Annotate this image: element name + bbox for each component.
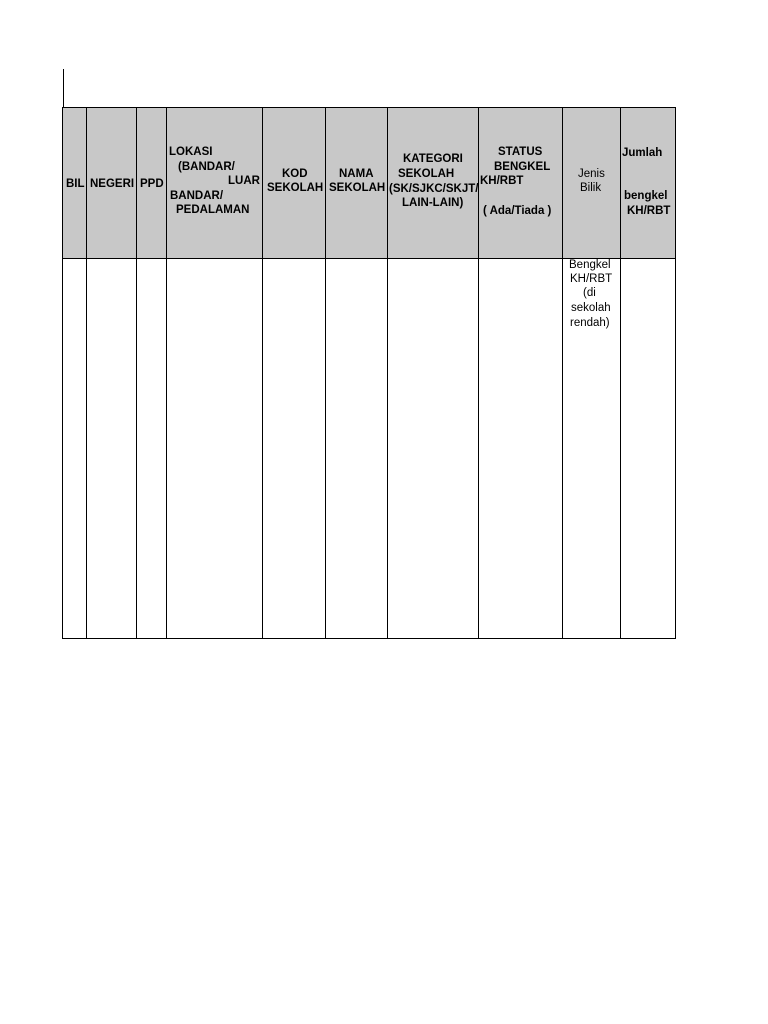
cell-jenis-bilik-line2: KH/RBT bbox=[570, 273, 613, 285]
header-status-bengkel-line2: BENGKEL bbox=[494, 161, 551, 173]
col-border-4 bbox=[262, 107, 263, 639]
table-bottom-border bbox=[62, 638, 676, 639]
table-top-border bbox=[62, 107, 676, 108]
header-lokasi-line1: LOKASI bbox=[169, 146, 213, 158]
header-ppd-label: PPD bbox=[140, 178, 164, 190]
col-border-6 bbox=[387, 107, 388, 639]
col-border-0 bbox=[62, 107, 63, 639]
header-status-bengkel-line3: KH/RBT bbox=[480, 175, 524, 187]
header-jumlah-bengkel-line2: bengkel bbox=[624, 190, 668, 202]
cell-jenis-bilik-line1: Bengkel bbox=[569, 259, 611, 271]
header-status-bengkel-line1: STATUS bbox=[498, 146, 543, 158]
header-kategori-sekolah-line4: LAIN-LAIN) bbox=[402, 197, 464, 209]
header-lokasi-line4: BANDAR/ bbox=[170, 190, 224, 202]
cell-jenis-bilik-line3: (di bbox=[583, 287, 596, 299]
header-kategori-sekolah-line1: KATEGORI bbox=[403, 153, 463, 165]
col-border-2 bbox=[136, 107, 137, 639]
header-jenis-bilik-line1: Jenis bbox=[578, 168, 605, 180]
col-border-8 bbox=[562, 107, 563, 639]
header-bil-label: BIL bbox=[66, 178, 85, 190]
cell-jenis-bilik-line4: sekolah bbox=[571, 302, 611, 314]
sheet-left-marker-line bbox=[63, 69, 64, 108]
header-jumlah-bengkel-line1: Jumlah bbox=[622, 147, 663, 159]
header-lokasi-line5: PEDALAMAN bbox=[176, 204, 250, 216]
col-border-1 bbox=[86, 107, 87, 639]
col-border-9 bbox=[620, 107, 621, 639]
header-lokasi-line2: (BANDAR/ bbox=[178, 161, 235, 173]
header-kod-sekolah-line2: SEKOLAH bbox=[267, 182, 324, 194]
header-kategori-sekolah-line3: (SK/SJKC/SKJT/ bbox=[389, 183, 479, 195]
header-lokasi-line3: LUAR bbox=[228, 175, 260, 187]
header-status-bengkel-line4: ( Ada/Tiada ) bbox=[483, 205, 552, 217]
header-jenis-bilik-line2: Bilik bbox=[580, 182, 602, 194]
header-nama-sekolah-line2: SEKOLAH bbox=[329, 182, 386, 194]
header-kategori-sekolah-line2: SEKOLAH bbox=[398, 168, 455, 180]
header-nama-sekolah-line1: NAMA bbox=[339, 168, 374, 180]
header-negeri-label: NEGERI bbox=[90, 178, 135, 190]
col-border-10 bbox=[675, 107, 676, 639]
cell-jenis-bilik-line5: rendah) bbox=[570, 317, 610, 329]
header-jumlah-bengkel-line3: KH/RBT bbox=[627, 205, 671, 217]
col-border-3 bbox=[166, 107, 167, 639]
col-border-5 bbox=[325, 107, 326, 639]
school-workshop-form-table bbox=[62, 107, 676, 639]
header-kod-sekolah-line1: KOD bbox=[282, 168, 308, 180]
